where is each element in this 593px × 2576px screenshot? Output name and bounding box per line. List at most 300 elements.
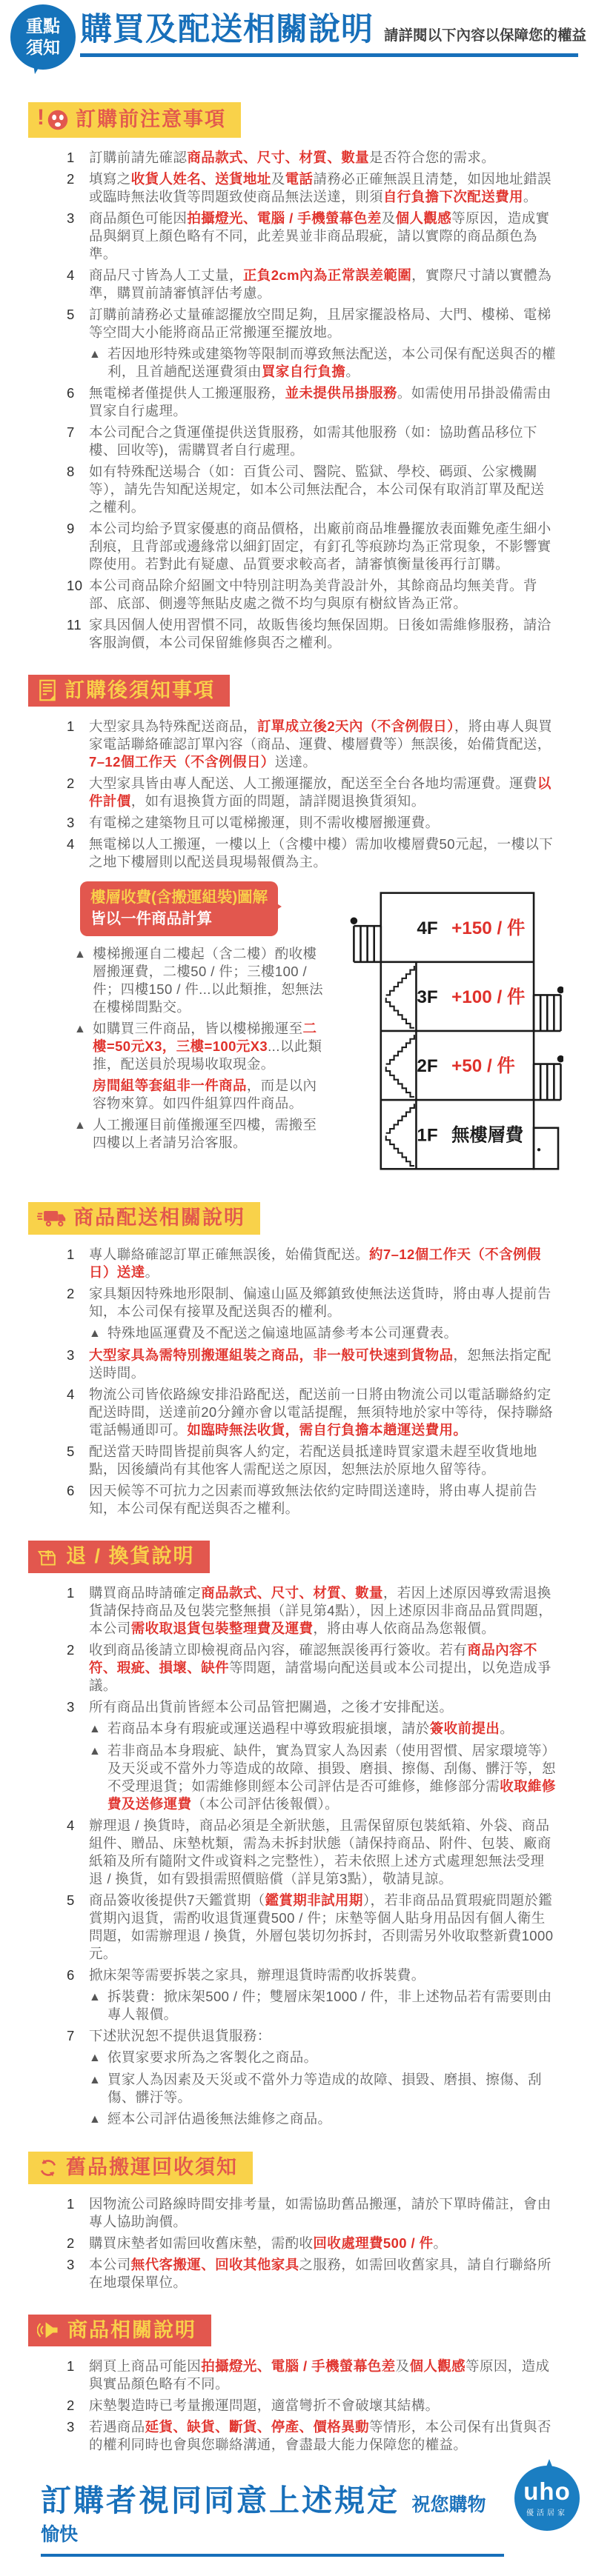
text-segment: ，而是以內容物來算。如四件組算四件商品。 bbox=[93, 1077, 317, 1111]
item-number: 4 bbox=[67, 1817, 75, 1833]
highlighted-text-segment: 大型家具為需特別搬運組裝之商品，非一般可快速到貨物品 bbox=[89, 1347, 454, 1363]
page-title: 購買及配送相關說明 bbox=[80, 12, 374, 47]
text-segment: ，將由專人與買家電話聯絡確認訂單內容（商品、運費、樓層費等）無誤後，始備貨配送， bbox=[89, 718, 553, 753]
item-number: 1 bbox=[67, 2358, 75, 2375]
text-segment: 等原因，造成實品與網頁上顏色略有不同，此差異並非商品瑕疵，請以實際的商品顏色為準。 bbox=[89, 210, 550, 261]
svg-text:1F: 1F bbox=[417, 1125, 438, 1146]
text-segment: 若非商品本身瑕疵、缺件，實為買家人為因素（使用習慣、居家環境等）及天災或不當外力等造成的故障、損毀、磨損、擦傷、刮傷、髒汙等，恕不受理退貨；如需維修則經本公司評估是否可維修，維修部分需 bbox=[107, 1742, 556, 1794]
text-segment: 家具因個人使用習慣不同，故販售後均無保固期。日後如需維修服務，請洽客服詢價，本公司保留維修與否之權利。 bbox=[89, 616, 551, 650]
text-segment: 及 bbox=[271, 170, 285, 187]
item-text bbox=[89, 1482, 556, 1518]
item-text bbox=[107, 1324, 556, 1342]
item-number: 6 bbox=[67, 384, 75, 401]
sub-list-item bbox=[74, 945, 326, 1016]
text-segment: 大型家具為特殊配送商品， bbox=[89, 718, 257, 735]
text-segment: 下述狀況恕不提供退貨服務： bbox=[89, 2027, 271, 2043]
item-text bbox=[89, 577, 556, 613]
text-segment: 收到商品後請立即檢視商品內容，確認無誤後再行簽收。若有 bbox=[89, 1641, 468, 1658]
highlighted-text-segment: 收取維修費及送修運費 bbox=[107, 1778, 556, 1812]
text-segment: 無電梯者僅提供人工搬運服務， bbox=[89, 384, 285, 401]
highlighted-text-segment: 簽收前提出 bbox=[429, 1720, 500, 1736]
item-text bbox=[93, 945, 326, 1016]
recycle-icon bbox=[37, 2157, 59, 2179]
text-segment: 人工搬運目前僅搬運至四樓，需搬至四樓以上者請另洽客服。 bbox=[93, 1116, 317, 1150]
list-item bbox=[67, 2358, 556, 2393]
item-text bbox=[89, 2027, 556, 2045]
text-segment: 樓梯搬運自二樓起（含二樓）酌收樓層搬運費，二樓50 / 件；三樓100 / 件；四樓150 / 件...以此類推，恕無法在樓梯間點交。 bbox=[93, 945, 324, 1015]
item-number: 9 bbox=[67, 520, 75, 536]
text-segment: 配送當天時間皆提前與客人約定，若配送員抵達時買家還未趕至收貨地地點，因後續尚有其他客人需配送之原因，恕無法於原地久留等待。 bbox=[89, 1444, 537, 1477]
highlighted-text-segment: 個人觀感 bbox=[409, 2358, 466, 2375]
text-segment: 購買商品時請確定 bbox=[89, 1584, 202, 1601]
highlighted-text-segment: 無代客搬運、回收其他家具 bbox=[130, 2256, 299, 2272]
item-number: 3 bbox=[67, 1698, 75, 1715]
item-text bbox=[89, 210, 556, 263]
text-segment: ，將由專人依商品為您報價。 bbox=[313, 1620, 496, 1636]
badge-line: 重點 bbox=[26, 16, 60, 36]
text-segment: 填寫之 bbox=[89, 170, 131, 187]
item-number: 3 bbox=[67, 815, 75, 831]
section-header bbox=[28, 102, 241, 138]
text-segment: 。 bbox=[345, 363, 360, 379]
text-segment: 所有商品出貨前皆經本公司品管把關過，之後才安排配送。 bbox=[89, 1698, 454, 1715]
bubble-line: 樓層收費(含搬運組裝)圖解 bbox=[90, 889, 268, 907]
floor-fee-bubble bbox=[80, 881, 278, 935]
text-segment: 送達。 bbox=[274, 754, 317, 770]
list-item bbox=[67, 835, 556, 871]
list-item bbox=[67, 463, 556, 516]
list-item bbox=[67, 814, 556, 832]
sub-list-item bbox=[89, 1720, 556, 1738]
list-item bbox=[67, 170, 556, 206]
item-number: 7 bbox=[67, 2027, 75, 2043]
item-number: 2 bbox=[67, 1286, 75, 1301]
triangle-bullet: ▲ bbox=[89, 1722, 102, 1735]
svg-text:無樓層費: 無樓層費 bbox=[451, 1125, 524, 1146]
sub-list-item bbox=[89, 2049, 556, 2067]
item-text bbox=[89, 2235, 556, 2252]
highlighted-text-segment: 需收取退貨包裝整理費及運費 bbox=[130, 1620, 314, 1636]
page-subtitle: 請詳閱以下內容以保障您的權益 bbox=[384, 27, 587, 44]
text-segment: 之服務，如需回收舊家具，請自行聯絡所在地環保單位。 bbox=[89, 2256, 551, 2290]
text-segment: 如有特殊配送場合（如：百貨公司、醫院、監獄、學校、碼頭、公家機關等），請先告知配送規定，如本公司無法配合，本公司保有取消訂單及配送之權利。 bbox=[89, 463, 545, 515]
highlighted-text-segment: 商品內容不符、瑕疵、損壞、缺件 bbox=[89, 1641, 537, 1675]
text-segment: 是否符合您的需求。 bbox=[369, 149, 496, 165]
highlighted-text-segment: 鑑賞期非試用期 bbox=[265, 1892, 363, 1908]
highlighted-text-segment: 拍攝燈光、電腦 / 手機螢幕色差 bbox=[201, 2358, 396, 2375]
item-text bbox=[89, 775, 556, 810]
text-segment: 購買床墊者如需回收舊床墊，需酌收 bbox=[89, 2235, 314, 2251]
item-number: 5 bbox=[67, 1892, 75, 1908]
text-segment: 等原因，造成與實品顏色略有不同。 bbox=[89, 2358, 550, 2392]
item-text bbox=[89, 170, 556, 206]
section-items bbox=[0, 2195, 593, 2292]
text-segment: 等情形，本公司保有出貨與否的權利同時也會與您聯絡溝通，會盡最大能力保障您的權益。 bbox=[89, 2419, 551, 2453]
item-text bbox=[89, 814, 556, 832]
list-item bbox=[67, 520, 556, 573]
text-segment: 若因地形特殊或建築物等限制而導致無法配送，本公司保有配送與否的權利，且首趟配送運費須由 bbox=[107, 345, 556, 379]
item-number: 3 bbox=[67, 210, 75, 226]
item-text bbox=[89, 1698, 556, 1716]
sub-list-item bbox=[89, 1988, 556, 2023]
item-number: 2 bbox=[67, 2235, 75, 2251]
brand-logo-text: uho bbox=[523, 2477, 571, 2506]
text-segment: 及 bbox=[395, 2358, 410, 2375]
footer-statement: 訂購者視同同意上述規定 bbox=[41, 2483, 400, 2518]
section-header bbox=[28, 2152, 253, 2184]
highlighted-text-segment: 7–12個工作天（不含例假日） bbox=[89, 754, 275, 770]
item-text bbox=[89, 267, 556, 302]
item-text bbox=[89, 1817, 556, 1888]
section-header bbox=[28, 1541, 210, 1573]
section-title: 商品配送相關說明 bbox=[73, 1207, 245, 1229]
bubble-pointer bbox=[270, 899, 289, 914]
return-box-icon bbox=[37, 1546, 59, 1568]
item-number: 4 bbox=[67, 836, 75, 852]
highlighted-text-segment: 拍攝燈光、電腦 / 手機螢幕色差 bbox=[187, 210, 382, 226]
list-item bbox=[67, 306, 556, 341]
item-number: 3 bbox=[67, 2256, 75, 2272]
item-text bbox=[89, 463, 556, 516]
section-old-item-recycle-notes bbox=[0, 2132, 593, 2292]
item-text bbox=[89, 1285, 556, 1321]
highlighted-text-segment: 買家自行負擔 bbox=[261, 363, 346, 379]
text-segment: 掀床架等需要拆裝之家具，辦理退貨時需酌收拆裝費。 bbox=[89, 1966, 425, 1983]
text-segment: （本公司評估後報價）。 bbox=[191, 1795, 339, 1812]
list-item bbox=[67, 616, 556, 652]
building-floor-diagram bbox=[341, 881, 563, 1180]
list-item bbox=[67, 424, 556, 459]
item-text bbox=[93, 1077, 326, 1112]
item-number: 6 bbox=[67, 1966, 75, 1983]
text-segment: 。 bbox=[433, 2235, 448, 2251]
highlighted-text-segment: 個人觀感 bbox=[395, 210, 452, 226]
sub-list-item bbox=[89, 2071, 556, 2106]
key-notice-badge bbox=[10, 4, 76, 70]
text-segment: 本公司配合之貨運僅提供送貨服務，如需其他服務（如：協助舊品移位下樓、回收等)，需購買者自行處理。 bbox=[89, 424, 537, 458]
list-item bbox=[67, 2256, 556, 2292]
footer-wish: 祝您購物愉快 bbox=[41, 2495, 486, 2546]
svg-text:3F: 3F bbox=[417, 987, 438, 1008]
triangle-bullet: ▲ bbox=[89, 2073, 102, 2086]
section-header bbox=[28, 1202, 260, 1235]
item-text bbox=[89, 2397, 556, 2415]
highlighted-text-segment: 商品款式、尺寸、材質、數量 bbox=[187, 149, 370, 165]
text-segment: 商品尺寸皆為人工丈量， bbox=[89, 267, 243, 283]
item-text bbox=[89, 2418, 556, 2454]
section-title: 舊品搬運回收須知 bbox=[66, 2155, 238, 2178]
item-text bbox=[107, 1988, 556, 2023]
item-number: 5 bbox=[67, 1444, 75, 1459]
section-items bbox=[0, 1584, 593, 2129]
text-segment: 依買家要求所為之客製化之商品。 bbox=[107, 2049, 318, 2065]
header-main bbox=[80, 12, 587, 57]
highlighted-text-segment: 收貨人姓名、送貨地址 bbox=[130, 170, 271, 187]
section-header bbox=[28, 675, 230, 707]
highlighted-text-segment: 訂單成立後2天內（不含例假日） bbox=[256, 718, 454, 735]
text-segment: ，實際尺寸請以實體為準，購買前請審慎評估考慮。 bbox=[89, 267, 552, 301]
item-text bbox=[89, 2358, 556, 2393]
item-number: 2 bbox=[67, 1641, 75, 1658]
text-segment: 本公司 bbox=[89, 2256, 131, 2272]
text-segment: 商品簽收後提供7天鑑賞期（ bbox=[89, 1892, 265, 1908]
item-text bbox=[89, 1966, 556, 1984]
list-item bbox=[67, 775, 556, 810]
text-segment: 若遇商品 bbox=[89, 2419, 145, 2435]
item-number: 3 bbox=[67, 2419, 75, 2435]
list-item bbox=[67, 1892, 556, 1963]
list-item bbox=[67, 2397, 556, 2415]
item-number: 4 bbox=[67, 1387, 75, 1402]
item-number: 2 bbox=[67, 170, 75, 187]
triangle-bullet: ▲ bbox=[89, 1990, 102, 2003]
text-segment: 訂購前請先確認 bbox=[89, 149, 188, 165]
highlighted-text-segment: 正負2cm內為正常誤差範圍 bbox=[242, 267, 412, 283]
text-segment: 拆裝費：掀床架500 / 件；雙層床架1000 / 件，非上述物品若有需要則由專人報價。 bbox=[107, 1988, 552, 2022]
text-segment: 本公司均給予買家優惠的商品價格，出廠前商品堆疊擺放表面難免產生細小刮痕，且背部或邊緣常以細釘固定，有釘孔等痕跡均為正常現象，不影響實際使用。若對此有疑慮、品質要求較高者，請審慎衡量後再行訂購。 bbox=[89, 520, 551, 572]
text-segment: 本公司商品除介紹圖文中特別註明為美背設計外，其餘商品均無美背。背部、底部、側邊等無貼皮處之微不均勻與原有樹紋皆為正常。 bbox=[89, 577, 537, 611]
triangle-bullet: ▲ bbox=[89, 2112, 102, 2126]
item-number: 11 bbox=[67, 616, 82, 633]
list-item bbox=[67, 1698, 556, 1716]
item-text bbox=[89, 718, 556, 771]
item-text bbox=[89, 2256, 556, 2292]
text-segment: ...以此類推，配送員於現場收取現金。 bbox=[93, 1038, 322, 1072]
triangle-bullet: ▲ bbox=[74, 947, 87, 961]
text-segment: 經本公司評估過後無法維修之商品。 bbox=[107, 2110, 332, 2126]
highlighted-text-segment: 以件計價 bbox=[89, 775, 551, 810]
highlighted-text-segment: 自行負擔下次配送費用 bbox=[382, 188, 523, 204]
text-segment: 有電梯之建築物且可以電梯搬運，則不需收樓層搬運費。 bbox=[89, 815, 440, 831]
text-segment: 網頁上商品可能因 bbox=[89, 2358, 202, 2375]
list-item bbox=[67, 2418, 556, 2454]
list-item bbox=[67, 2235, 556, 2252]
sub-list-item bbox=[89, 1742, 556, 1813]
footer-rule bbox=[41, 2554, 504, 2557]
item-number: 1 bbox=[67, 1247, 75, 1262]
item-text bbox=[89, 1443, 556, 1478]
triangle-bullet: ▲ bbox=[74, 1118, 87, 1132]
item-text bbox=[89, 149, 556, 167]
brand-logo bbox=[514, 2466, 580, 2531]
item-number: 10 bbox=[67, 577, 83, 593]
text-segment: 等問題，請當場向配送員或本公司提出，以免造成爭議。 bbox=[89, 1659, 551, 1693]
section-return-exchange-notes bbox=[0, 1521, 593, 2129]
section-title: 商品相關說明 bbox=[67, 2318, 196, 2341]
section-pre-order-notes bbox=[0, 83, 593, 652]
brand-logo-subtext: 優活居家 bbox=[526, 2509, 568, 2518]
sub-list-item bbox=[74, 1116, 326, 1152]
text-segment: 及 bbox=[381, 210, 396, 226]
section-items bbox=[0, 2358, 593, 2454]
text-segment: ，如有退換貨方面的問題，請詳閱退換貨須知。 bbox=[130, 793, 425, 810]
text-segment: 特殊地區運費及不配送之偏遠地區請參考本公司運費表。 bbox=[107, 1325, 458, 1341]
item-text bbox=[107, 1720, 556, 1738]
list-item bbox=[67, 1246, 556, 1281]
header-rule bbox=[80, 53, 578, 57]
list-item bbox=[67, 718, 556, 771]
section-items bbox=[0, 1246, 593, 1518]
list-item bbox=[67, 1482, 556, 1518]
list-item bbox=[67, 2027, 556, 2045]
svg-text:+100 / 件: +100 / 件 bbox=[451, 987, 526, 1008]
section-post-order-notes bbox=[0, 655, 593, 1181]
item-text bbox=[89, 1584, 556, 1638]
triangle-bullet: ▲ bbox=[74, 1022, 87, 1035]
item-number: 5 bbox=[67, 306, 75, 322]
list-item bbox=[93, 1077, 326, 1112]
list-item bbox=[67, 1966, 556, 1984]
truck-icon bbox=[37, 1208, 67, 1229]
surprised-face-icon: ! bbox=[37, 106, 69, 134]
text-segment: 辦理退 / 換貨時，商品必須是全新狀態，且需保留原包裝紙箱、外袋、商品組件、贈品、床墊枕類，需為未拆封狀態（請保持商品、附件、包裝、廠商紙箱及所有隨附文件或資料之完整性），若未依照上述方式處理恕無法受理退 / 換貨，如有毀損需照價賠償（詳見第3點），敬請見諒。 bbox=[89, 1817, 551, 1886]
item-text bbox=[107, 2049, 556, 2066]
list-item bbox=[67, 1347, 556, 1382]
item-number: 7 bbox=[67, 424, 75, 440]
item-text bbox=[107, 1742, 556, 1813]
list-item bbox=[67, 1584, 556, 1638]
floor-fee-block bbox=[74, 880, 556, 1180]
svg-text:2F: 2F bbox=[417, 1056, 438, 1077]
item-text bbox=[107, 345, 556, 381]
text-segment: 買家人為因素及天災或不當外力等造成的故障、損毀、磨損、擦傷、刮傷、髒汙等。 bbox=[107, 2071, 542, 2105]
item-text bbox=[89, 1892, 556, 1963]
item-number: 8 bbox=[67, 463, 75, 479]
text-segment: ，恕無法指定配送時間。 bbox=[89, 1347, 551, 1381]
text-segment: 如購買三件商品，皆以樓梯搬運至 bbox=[93, 1020, 303, 1036]
text-segment: 若商品本身有瑕疵或運送過程中導致瑕疵損壞，請於 bbox=[107, 1720, 430, 1736]
section-title: 訂購前注意事項 bbox=[76, 107, 226, 130]
text-segment: 。 bbox=[523, 188, 537, 204]
document-icon bbox=[37, 679, 58, 701]
section-title: 訂購後須知事項 bbox=[64, 678, 215, 701]
sub-list-item bbox=[89, 345, 556, 381]
item-text bbox=[107, 2071, 556, 2106]
item-text bbox=[93, 1020, 326, 1073]
item-number: 2 bbox=[67, 775, 75, 792]
item-text bbox=[89, 384, 556, 420]
highlighted-text-segment: 如臨時無法收貨，需自行負擔本趟運送費用。 bbox=[187, 1422, 468, 1438]
list-item bbox=[67, 210, 556, 263]
page-footer bbox=[41, 2476, 593, 2557]
item-number: 2 bbox=[67, 2398, 75, 2414]
list-item bbox=[67, 1386, 556, 1439]
sub-list-item bbox=[89, 2110, 556, 2129]
text-segment: 。 bbox=[145, 1264, 159, 1280]
sub-list-item bbox=[74, 1020, 326, 1073]
item-number: 1 bbox=[67, 2195, 75, 2212]
item-text bbox=[89, 2195, 556, 2231]
item-text bbox=[107, 2110, 556, 2128]
text-segment: 請務必正確無誤且清楚，如因地址錯誤或臨時無法收貨等問題致使商品無法送達，則須 bbox=[89, 170, 551, 204]
list-item bbox=[67, 149, 556, 167]
triangle-bullet: ▲ bbox=[89, 1327, 102, 1340]
triangle-bullet: ▲ bbox=[89, 347, 102, 361]
section-items bbox=[0, 149, 593, 652]
item-text bbox=[89, 1347, 556, 1382]
list-item bbox=[67, 384, 556, 420]
highlighted-text-segment: 回收處理費500 / 件 bbox=[313, 2235, 434, 2251]
highlighted-text-segment: 商品款式、尺寸、材質、數量 bbox=[201, 1584, 383, 1601]
text-segment: 床墊製造時已考量搬運問題，適當彎折不會破壞其結構。 bbox=[89, 2398, 440, 2414]
floor-fee-notes-column bbox=[74, 880, 326, 1180]
sections-container bbox=[0, 83, 593, 2454]
item-text bbox=[89, 306, 556, 341]
item-text bbox=[89, 616, 556, 652]
item-text bbox=[89, 835, 556, 871]
section-product-notes bbox=[0, 2295, 593, 2455]
bubble-line: 皆以一件商品計算 bbox=[90, 910, 212, 927]
svg-text:+150 / 件: +150 / 件 bbox=[451, 918, 526, 939]
item-text bbox=[89, 1641, 556, 1695]
item-text bbox=[89, 424, 556, 459]
list-item bbox=[67, 1443, 556, 1478]
item-text bbox=[89, 1246, 556, 1281]
highlighted-text-segment: 房間組等套組非一件商品 bbox=[93, 1077, 247, 1093]
highlighted-text-segment: 電話 bbox=[285, 170, 314, 187]
list-item bbox=[67, 267, 556, 302]
text-segment: 因物流公司路線時間安排考量，如需協助舊品搬運，請於下單時備註，會由專人協助詢價。 bbox=[89, 2195, 551, 2229]
text-segment: 大型家具皆由專人配送、人工搬運擺放，配送至全台各地均需運費。運費 bbox=[89, 775, 537, 792]
item-number: 6 bbox=[67, 1483, 75, 1498]
footer-text-line bbox=[41, 2476, 497, 2546]
highlighted-text-segment: 延貨、缺貨、斷貨、停產、價格異動 bbox=[145, 2419, 370, 2435]
text-segment: 。如需使用吊掛設備需由買家自行處理。 bbox=[89, 384, 551, 418]
text-segment: 無電梯以人工搬運，一樓以上（含樓中樓）需加收樓層費50元起，一樓以下之地下樓層則以配送員現場報價為主。 bbox=[89, 836, 554, 870]
item-number: 1 bbox=[67, 1584, 75, 1601]
triangle-bullet: ▲ bbox=[89, 2051, 102, 2064]
text-segment: 家具類因特殊地形限制、偏遠山區及鄉鎮致使無法送貨時，將由專人提前告知，本公司保有接單及配送與否的權利。 bbox=[89, 1286, 551, 1319]
svg-text:+50 / 件: +50 / 件 bbox=[451, 1056, 515, 1077]
text-segment: 專人聯絡確認訂單正確無誤後，始備貨配送。 bbox=[89, 1247, 370, 1262]
page-header bbox=[0, 0, 593, 83]
item-number: 1 bbox=[67, 718, 75, 735]
item-text bbox=[93, 1116, 326, 1152]
section-header bbox=[28, 2315, 211, 2347]
text-segment: 。 bbox=[500, 1720, 514, 1736]
svg-text:4F: 4F bbox=[417, 918, 438, 939]
text-segment: ），若非商品品質瑕疵問題於鑑賞期內退貨，需酌收退貨運費500 / 件；床墊等個人貼身用品因有個人衛生問題，如需辦理退 / 換貨，外層包裝切勿拆封，否則需另外收取整新費1000元。 bbox=[89, 1892, 554, 1961]
badge-line: 須知 bbox=[26, 38, 60, 57]
item-text bbox=[89, 1386, 556, 1439]
highlighted-text-segment: 二樓=50元X3，三樓=100元X3 bbox=[93, 1020, 317, 1054]
floor-fee-diagram bbox=[341, 880, 563, 1180]
text-segment: ，若因上述原因導致需退換貨請保持商品及包裝完整無損（詳見第4點），因上述原因非商品品質問題，本公司 bbox=[89, 1584, 553, 1636]
highlighted-text-segment: 約7–12個工作天（不含例假日）送達 bbox=[89, 1247, 541, 1280]
highlighted-text-segment: 並未提供吊掛服務 bbox=[285, 384, 397, 401]
triangle-bullet: ▲ bbox=[89, 1744, 102, 1758]
item-number: 3 bbox=[67, 1347, 75, 1363]
sub-list-item bbox=[89, 1324, 556, 1343]
floor-fee-notes bbox=[74, 945, 326, 1152]
text-segment: 商品顏色可能因 bbox=[89, 210, 188, 226]
text-segment: 因天候等不可抗力之因素而導致無法依約定時間送達時，將由專人提前告知，本公司保有配送與否之權利。 bbox=[89, 1483, 537, 1516]
list-item bbox=[67, 1641, 556, 1695]
item-text bbox=[89, 520, 556, 573]
item-number: 1 bbox=[67, 149, 75, 165]
list-item bbox=[67, 1285, 556, 1321]
section-title: 退 / 換貨說明 bbox=[66, 1545, 195, 1567]
item-number: 4 bbox=[67, 267, 75, 283]
text-segment: 物流公司皆依路線安排沿路配送，配送前一日將由物流公司以電話聯絡約定配送時間，送達前20分鐘亦會以電話提醒，無須特地於家中等待，保持聯絡電話暢通即可。 bbox=[89, 1387, 554, 1438]
text-segment: 訂購前請務必丈量確認擺放空間足夠，且居家擺設格局、大門、樓梯、電梯等空間大小能將商品正常搬運至擺放地。 bbox=[89, 306, 551, 340]
section-items bbox=[0, 718, 593, 871]
list-item bbox=[67, 1817, 556, 1888]
list-item bbox=[67, 577, 556, 613]
list-item bbox=[67, 2195, 556, 2231]
megaphone-icon bbox=[37, 2320, 61, 2340]
section-delivery-notes bbox=[0, 1183, 593, 1518]
